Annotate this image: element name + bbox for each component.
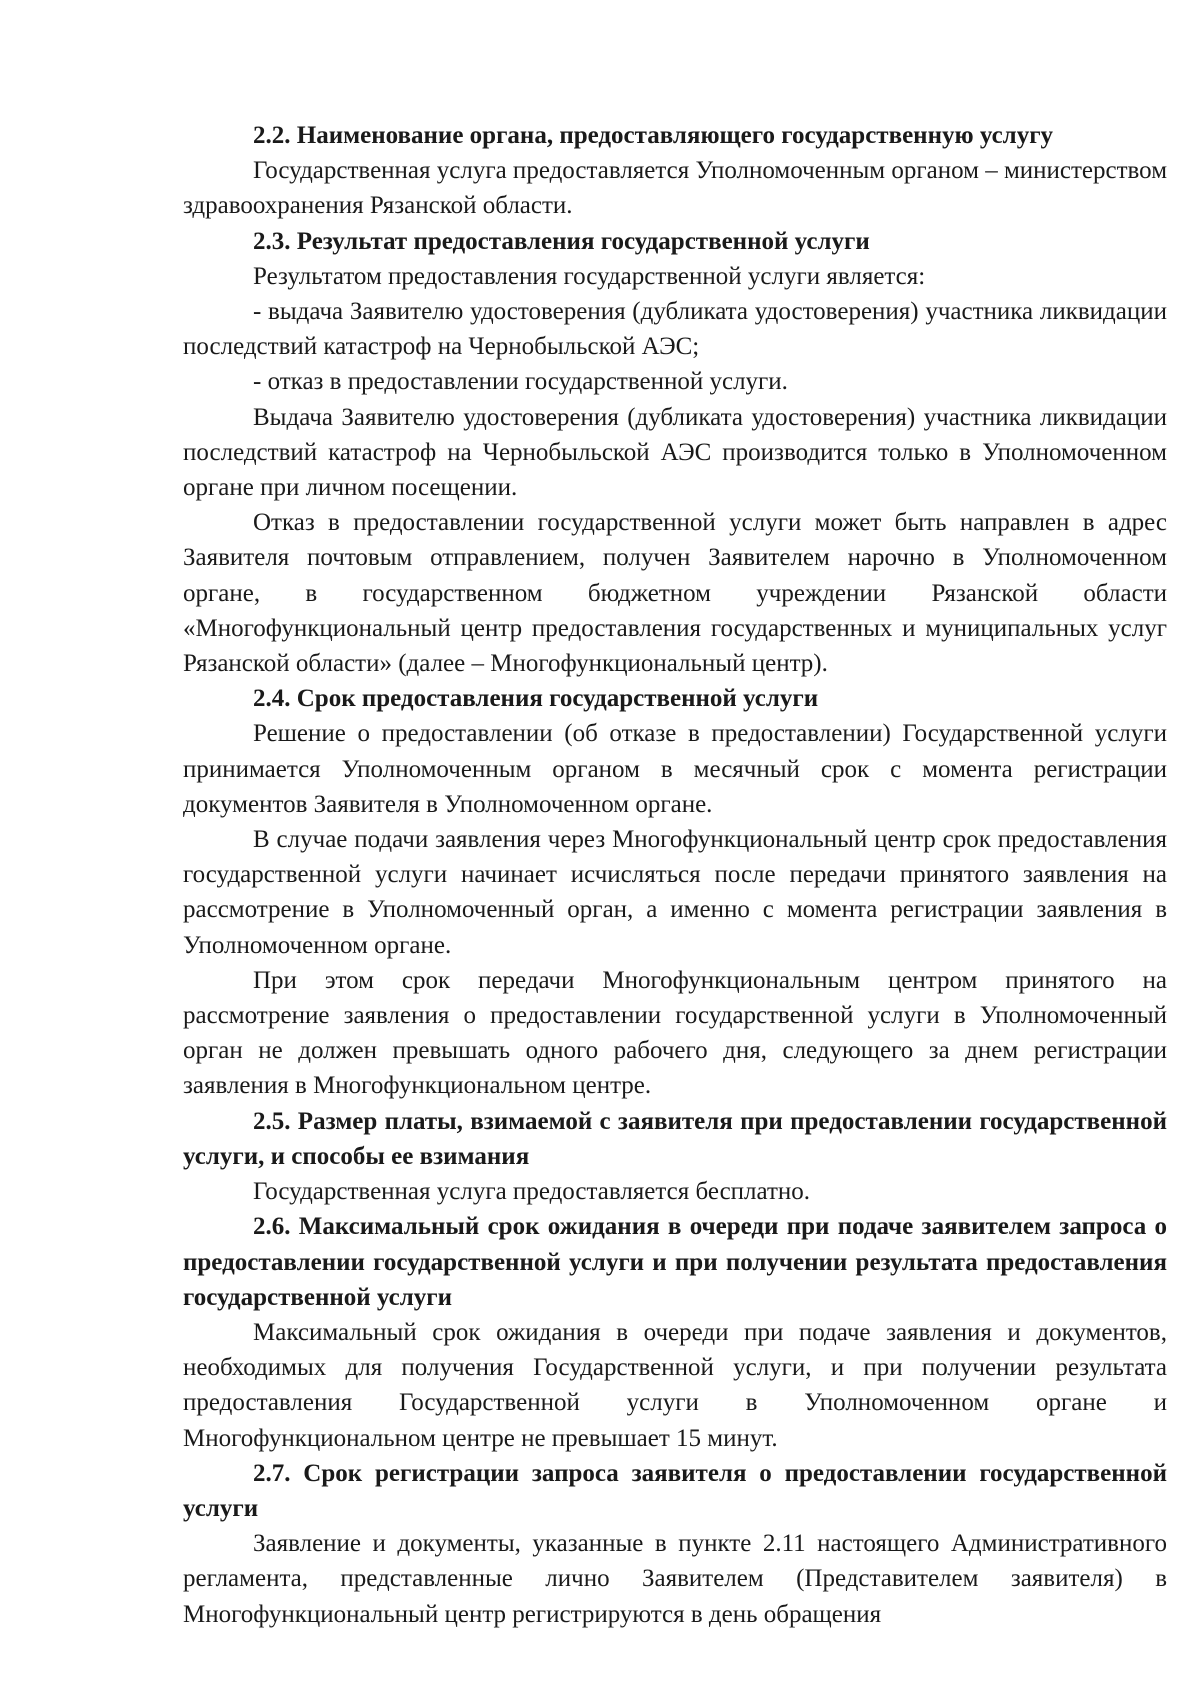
section-2-2-paragraph-1: Государственная услуга предоставляется Уполномоченным органом – министерством здравоохранения Рязанской области. <box>183 157 1168 220</box>
section-2-4-paragraph-2: В случае подачи заявления через Многофункциональный центр срок предоставления государственной услуги начинает исчисляться после передачи принятого заявления на рассмотрение в Уполномоченный орган, а именно с момента регистрации заявления в Уполномоченном органе. <box>183 826 1167 959</box>
section-2-4-paragraph-1: Решение о предоставлении (об отказе в предоставлении) Государственной услуги принимается Уполномоченным органом в месячный срок с момента регистрации документов Заявителя в Уполномоченном органе. <box>183 720 1167 818</box>
section-2-7-heading: 2.7. Срок регистрации запроса заявителя о предоставлении государственной услуги <box>183 1459 1167 1522</box>
section-2-3-paragraph-4: Выдача Заявителю удостоверения (дубликата удостоверения) участника ликвидации последствий катастроф на Чернобыльской АЭС производится только в Уполномоченном органе при личном посещении. <box>183 403 1167 502</box>
section-2-4-paragraph-3: При этом срок передачи Многофункциональным центром принятого на рассмотрение заявления о предоставлении государственной услуги в Уполномоченный орган не должен превышать одного рабочего дня, следующего за днем регистрации заявления в Многофункциональном центре. <box>183 966 1167 1100</box>
section-2-4-heading: 2.4. Срок предоставления государственной услуги <box>253 685 819 713</box>
section-2-7-paragraph-1: Заявление и документы, указанные в пункте 2.11 настоящего Административного регламента, представленные лично Заявителем (Представителем заявителя) в Многофункциональный центр регистрируются в день обращения <box>183 1530 1167 1628</box>
section-2-3-paragraph-5: Отказ в предоставлении государственной услуги может быть направлен в адрес Заявителя почтовым отправлением, получен Заявителем нарочно в Уполномоченном органе, в государственном бюджетном учреждении Рязанской области «Многофункциональный центр предоставления государственных и муниципальных услуг Рязанской области» (далее – Многофункциональный центр). <box>183 509 1167 678</box>
section-2-5-heading: 2.5. Размер платы, взимаемой с заявителя при предоставлении государственной услуги, и способы ее взимания <box>183 1107 1167 1170</box>
section-2-5-paragraph-1: Государственная услуга предоставляется бесплатно. <box>253 1178 811 1206</box>
section-2-3-paragraph-2: - выдача Заявителю удостоверения (дубликата удостоверения) участника ликвидации последствий катастроф на Чернобыльской АЭС; <box>183 298 1167 361</box>
section-2-6-paragraph-1: Максимальный срок ожидания в очереди при подаче заявления и документов, необходимых для получения Государственной услуги, и при получении результата предоставления Государственной услуги в Уполномоченном органе и Многофункциональном центре не превышает 15 минут. <box>183 1318 1167 1452</box>
section-2-3-paragraph-1: Результатом предоставления государственной услуги является: <box>253 262 926 290</box>
section-2-2-heading: 2.2. Наименование органа, предоставляющего государственную услугу <box>253 122 1054 149</box>
section-2-3-heading: 2.3. Результат предоставления государственной услуги <box>253 227 870 255</box>
section-2-6-heading: 2.6. Максимальный срок ожидания в очереди при подаче заявителем запроса о предоставлении государственной услуги и при получении результата предоставления государственной услуги <box>183 1213 1167 1311</box>
section-2-3-paragraph-3: - отказ в предоставлении государственной услуги. <box>253 368 788 396</box>
document-body <box>183 118 1167 1632</box>
